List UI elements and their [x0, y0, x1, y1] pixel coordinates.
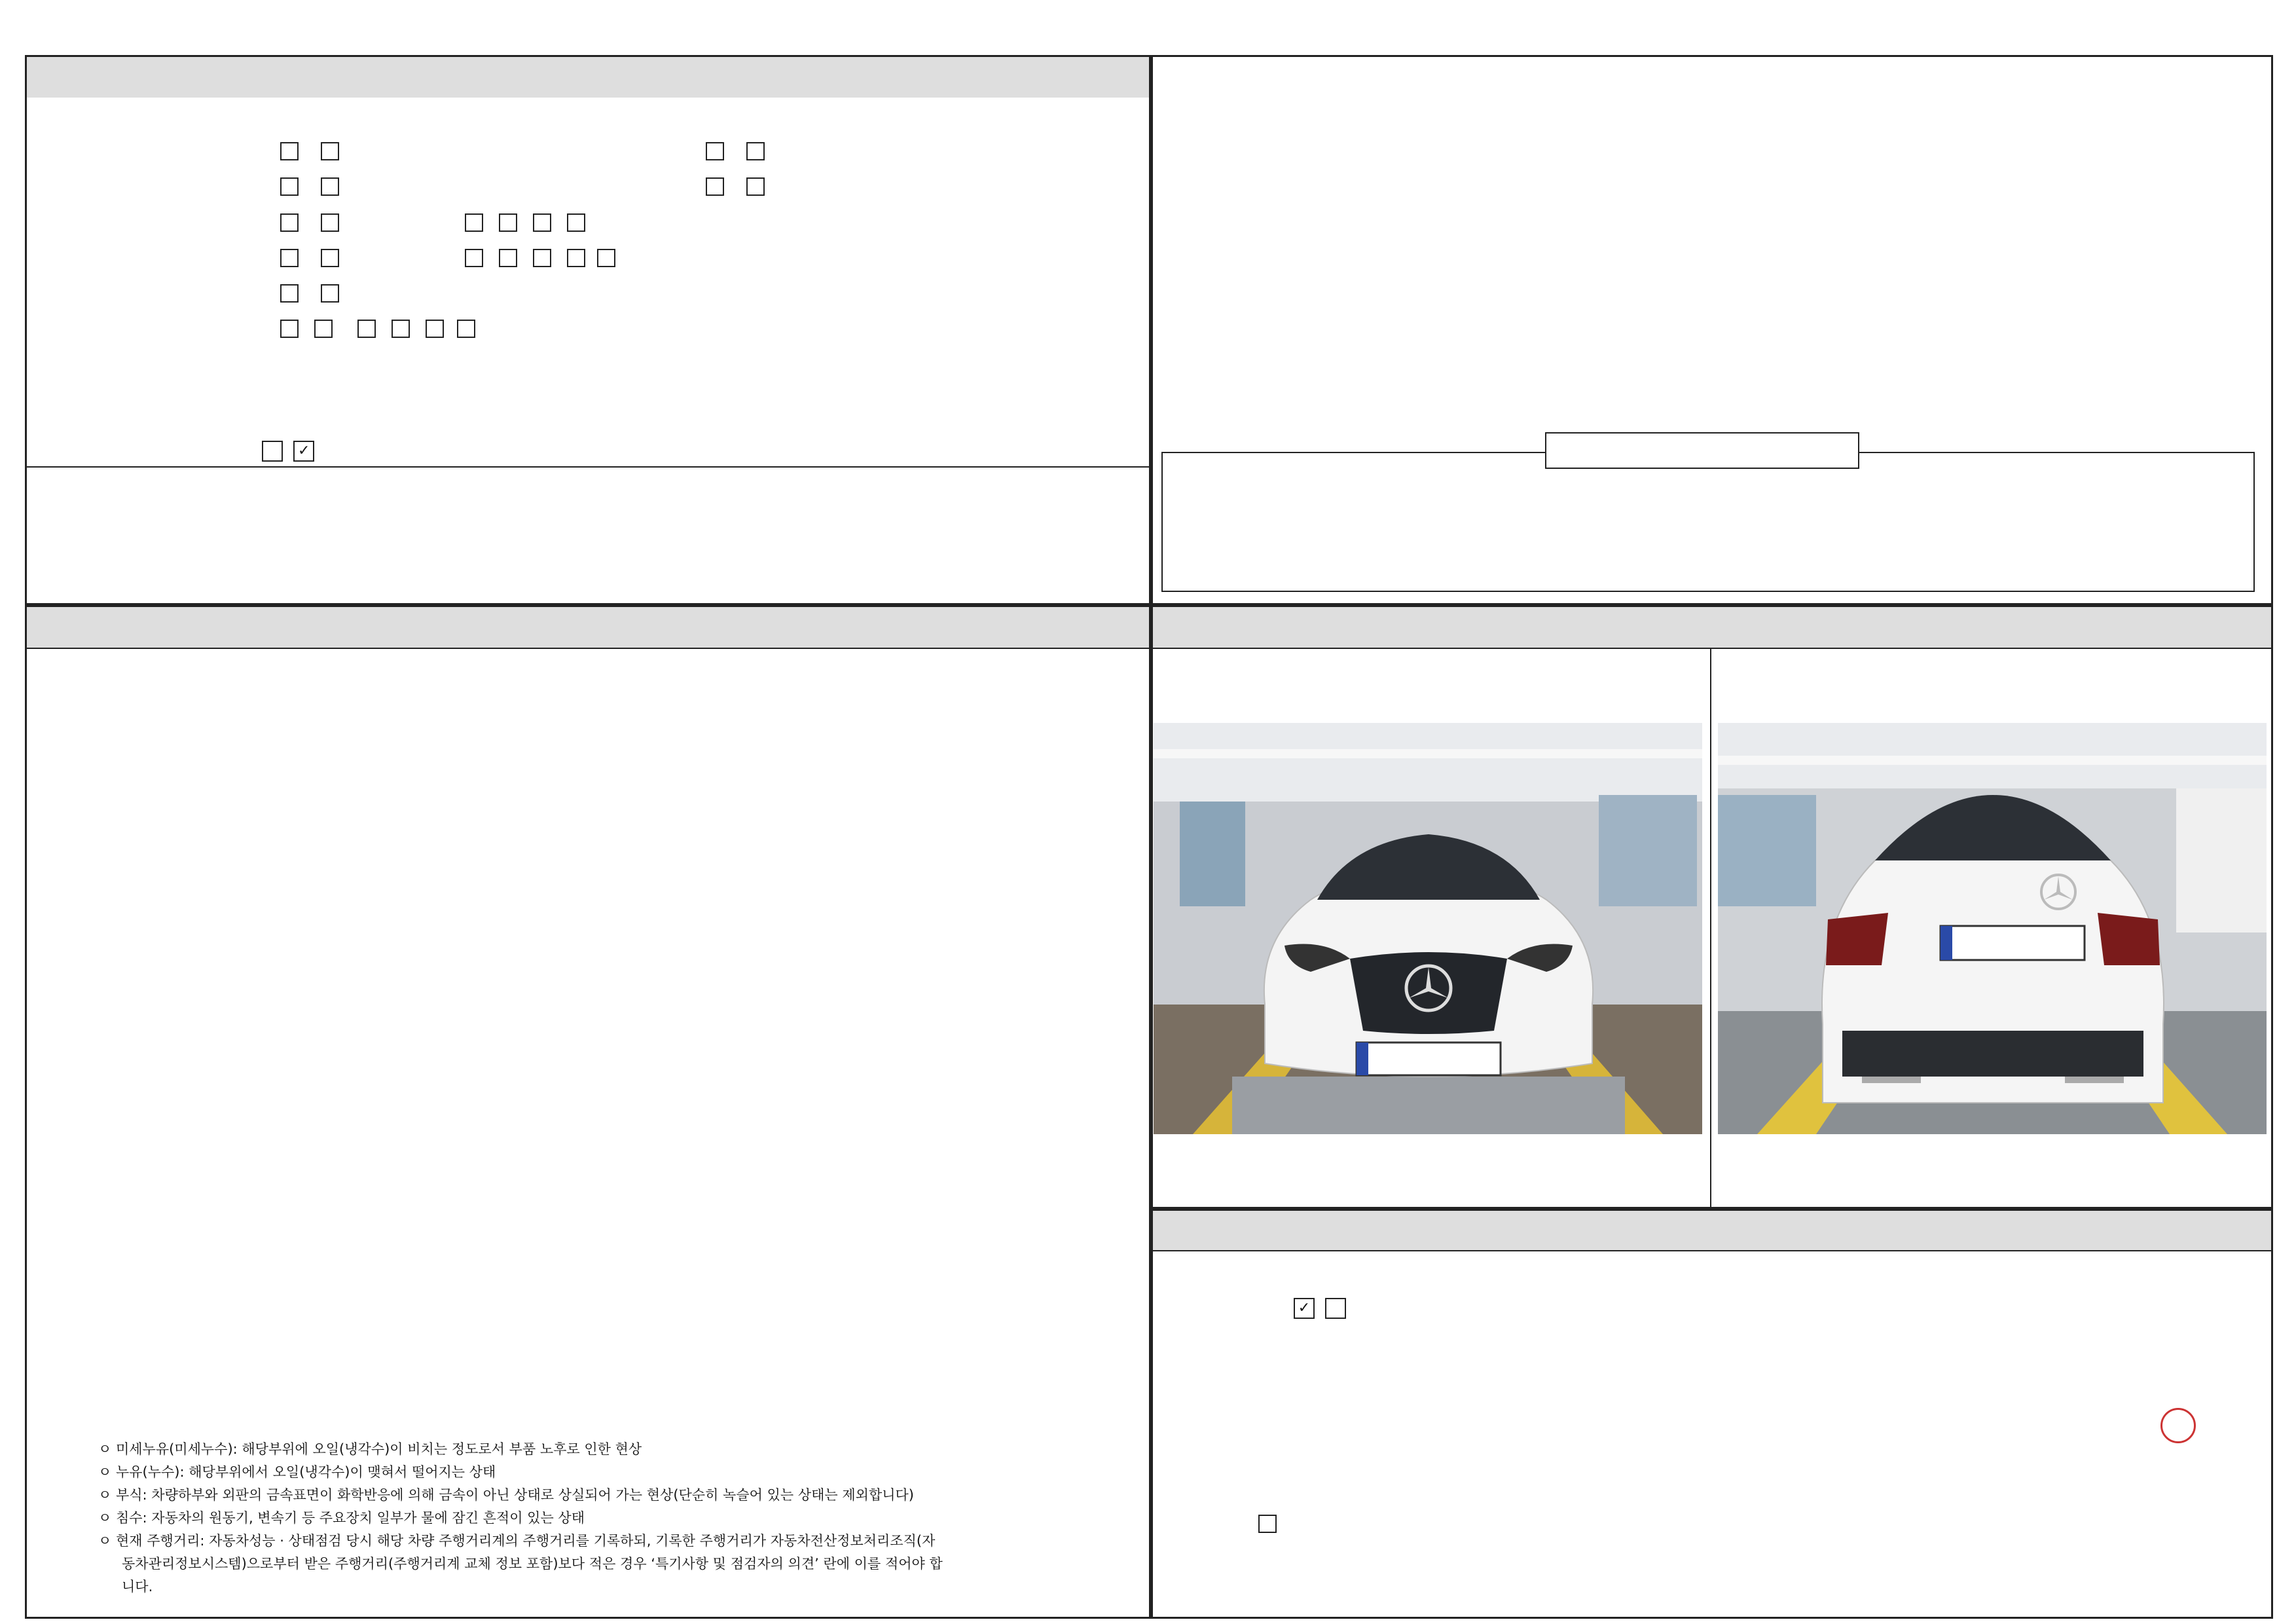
notice-small-line: 니다.: [122, 1579, 153, 1595]
glass-bad-checkbox[interactable]: [321, 284, 339, 303]
signature-date: [1579, 1333, 1637, 1354]
notice-small-line: ㅇ 침수: 자동차의 원동기, 변속기 등 주요장치 일부가 물에 잠긴 흔적이 있는 상태: [98, 1510, 585, 1526]
basic-items-options: [280, 318, 479, 339]
glass-good-checkbox[interactable]: [280, 284, 299, 303]
room-clean-bad-checkbox[interactable]: [746, 177, 765, 196]
interior-bad-checkbox[interactable]: [746, 142, 765, 160]
gloss-options: [280, 175, 343, 196]
tire-seat-options: [453, 247, 619, 268]
buyer-appraisal-checkbox[interactable]: [1258, 1515, 1277, 1533]
front-inspection-photo: [1154, 723, 1702, 1134]
spanner-checkbox[interactable]: [457, 320, 475, 338]
signature-header: [1153, 1211, 2271, 1251]
wheel-options: [280, 212, 343, 232]
tire-bad-checkbox[interactable]: [321, 249, 339, 267]
room-clean-good-checkbox[interactable]: [706, 177, 724, 196]
front-car-image: [1154, 723, 1702, 1134]
glass-options: [280, 282, 343, 303]
wheel-driver-rear-checkbox[interactable]: [499, 213, 517, 232]
notice-small-line: ㅇ 누유(누수): 해당부위에서 오일(냉각수)이 맺혀서 떨어지는 상태: [98, 1464, 496, 1480]
special-section-divider: [25, 466, 1151, 468]
rear-inspection-photo: [1718, 723, 2267, 1134]
rear-car-image: [1718, 723, 2267, 1134]
basis-kaica-checkbox[interactable]: ✓: [293, 441, 314, 462]
wheel-good-checkbox[interactable]: [280, 213, 299, 232]
have-checkbox[interactable]: [280, 320, 299, 338]
gloss-bad-checkbox[interactable]: [321, 177, 339, 196]
gloss-good-checkbox[interactable]: [280, 177, 299, 196]
price-definition-box: [1161, 452, 2255, 592]
photo-divider: [1710, 649, 1711, 1209]
wheel-passenger-front-checkbox[interactable]: [533, 213, 551, 232]
signature-section: [1151, 1209, 2273, 1619]
vehicle-other-info-header-bg: [27, 57, 1149, 98]
buyer-confirm-line: [1254, 1513, 1281, 1534]
confirm-inspection-checkbox[interactable]: ✓: [1294, 1298, 1315, 1319]
notice-small-line: 동차관리정보시스템)으로부터 받은 주행거리(주행거리계 교체 정보 포함)보다 적은 경우 ‘특기사항 및 점검자의 의견’ 란에 이를 적어야 합: [122, 1556, 943, 1572]
confirm-appraisal-checkbox[interactable]: [1325, 1298, 1346, 1319]
basis-line2: [262, 436, 318, 464]
wheel-driver-front-checkbox[interactable]: [465, 213, 483, 232]
wheel-seat-options: [453, 212, 589, 232]
price-definition-title: [1545, 432, 1859, 469]
interior-options: [706, 140, 769, 161]
inspector-seal-stamp: [2160, 1408, 2196, 1443]
notice-header: [27, 607, 1149, 649]
basis-tech-checkbox[interactable]: [262, 441, 283, 462]
tire-options: [280, 247, 343, 268]
photo-header: [1153, 607, 2271, 649]
exterior-good-checkbox[interactable]: [280, 142, 299, 160]
room-clean-options: [706, 175, 769, 196]
manual-checkbox[interactable]: [357, 320, 376, 338]
vehicle-other-info-section: [25, 55, 1151, 605]
triangle-checkbox[interactable]: [392, 320, 410, 338]
jack-checkbox[interactable]: [426, 320, 444, 338]
tire-driver-rear-checkbox[interactable]: [499, 249, 517, 267]
wheel-passenger-rear-checkbox[interactable]: [567, 213, 585, 232]
tire-passenger-front-checkbox[interactable]: [533, 249, 551, 267]
tire-emergency-checkbox[interactable]: [597, 249, 615, 267]
notice-small-line: ㅇ 현재 주행거리: 자동차성능 · 상태점검 당시 해당 차량 주행거리계의 주행거리를 기록하되, 기록한 주행거리가 자동차전산정보처리조직(자: [98, 1533, 936, 1549]
none-checkbox[interactable]: [314, 320, 333, 338]
exterior-bad-checkbox[interactable]: [321, 142, 339, 160]
interior-good-checkbox[interactable]: [706, 142, 724, 160]
wheel-bad-checkbox[interactable]: [321, 213, 339, 232]
tire-good-checkbox[interactable]: [280, 249, 299, 267]
guarantee-fee-line: [1663, 1585, 1679, 1608]
notice-small-line: ㅇ 미세누유(미세누수): 해당부위에 오일(냉각수)이 비치는 정도로서 부품 노후로 인한 현상: [98, 1441, 642, 1457]
tire-driver-front-checkbox[interactable]: [465, 249, 483, 267]
exterior-options: [280, 140, 343, 161]
notice-small-line: ㅇ 부식: 차량하부와 외판의 금속표면이 화학반응에 의해 금속이 아닌 상태로 상실되어 가는 현상(단순히 녹슬어 있는 상태는 제외합니다): [98, 1487, 914, 1503]
signature-confirm-line: [1294, 1294, 1350, 1320]
tire-passenger-rear-checkbox[interactable]: [567, 249, 585, 267]
